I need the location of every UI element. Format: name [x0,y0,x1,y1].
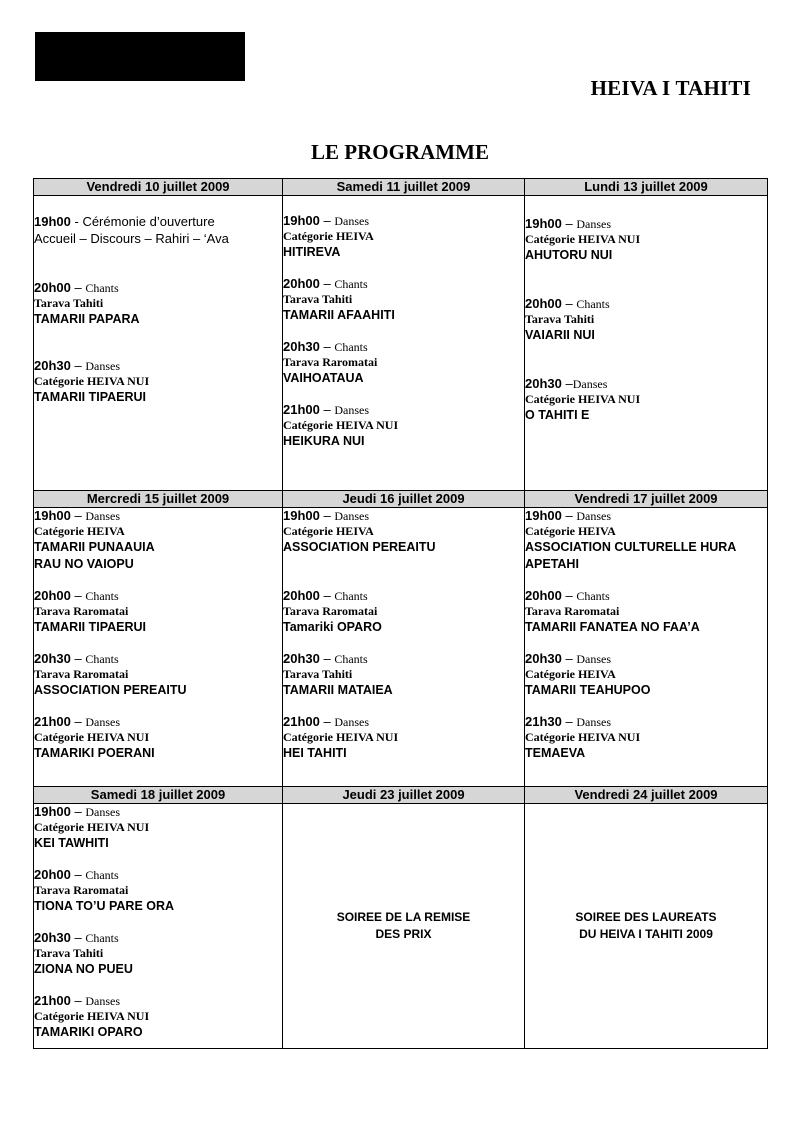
group-name: TEMAEVA [525,746,586,760]
separator: – [561,508,577,523]
separator: – [70,358,86,373]
event-entry [34,508,282,573]
event-type: Danses [334,509,370,523]
event-entry [283,276,524,324]
event-type: Danses [85,359,121,373]
event-category: Tarava Tahiti [34,946,104,960]
group-name-continued: APETAHI [525,557,579,571]
separator: – [561,714,577,729]
event-entry [525,376,767,424]
programme-heading: LE PROGRAMME [311,140,489,164]
event-entry [283,339,524,387]
event-time: 19h00 [34,214,71,229]
separator: – [70,993,86,1008]
event-category: Catégorie HEIVA NUI [283,730,399,744]
event-entry [525,651,767,699]
day-header: Lundi 13 juillet 2009 [525,179,768,196]
day-cell [34,196,283,491]
event-time: 21h00 [283,402,320,417]
event-type: Chants [334,340,368,354]
event-category: Tarava Raromatai [525,604,620,618]
separator: – [561,296,577,311]
event-time: 20h00 [525,296,562,311]
event-entry [34,651,282,699]
event-entry [34,993,282,1041]
schedule-row [34,196,768,491]
separator: – [319,213,335,228]
day-header-row [34,179,768,196]
event-type: Chants [576,589,610,603]
event-entry [525,588,767,636]
event-entry [34,930,282,978]
day-header: Vendredi 24 juillet 2009 [525,787,768,804]
event-time: 20h00 [283,276,320,291]
group-name: TAMARII PAPARA [34,312,140,326]
separator: – [319,339,335,354]
group-name: TAMARII MATAIEA [283,683,393,697]
event-category: Catégorie HEIVA [283,524,374,538]
separator: – [70,651,86,666]
group-name: ASSOCIATION CULTURELLE HURA [525,540,737,554]
day-cell [283,804,525,1049]
event-type: Danses [576,509,612,523]
event-entry [34,213,282,247]
special-event [283,804,524,1048]
group-name: TAMARII TEAHUPOO [525,683,651,697]
event-type: Chants [334,589,368,603]
separator: – [561,376,573,391]
event-category: Catégorie HEIVA NUI [34,820,150,834]
separator: – [319,508,335,523]
event-description: Accueil – Discours – Rahiri – ‘Ava [34,231,229,246]
event-time: 19h00 [283,213,320,228]
event-type: Danses [576,217,612,231]
event-category: Catégorie HEIVA [525,524,616,538]
event-type: Chants [334,652,368,666]
event-entry [525,216,767,264]
day-cell [283,196,525,491]
day-header-row [34,787,768,804]
event-category: Catégorie HEIVA [525,667,616,681]
day-header: Jeudi 23 juillet 2009 [283,787,525,804]
separator: - [70,214,83,229]
event-category: Tarava Raromatai [34,883,129,897]
event-time: 19h00 [34,508,71,523]
separator: – [70,867,86,882]
group-name: ASSOCIATION PEREAITU [34,683,187,697]
event-time: 20h30 [525,376,562,391]
group-name: ASSOCIATION PEREAITU [283,540,436,554]
group-name: VAIARII NUI [525,328,595,342]
event-type: Danses [85,715,121,729]
event-entry [283,651,524,699]
event-category: Tarava Tahiti [283,667,353,681]
redacted-logo-block [35,32,245,81]
event-category: Catégorie HEIVA [34,524,125,538]
day-header: Vendredi 17 juillet 2009 [525,491,768,508]
event-time: 20h30 [525,651,562,666]
event-category: Catégorie HEIVA NUI [34,1009,150,1023]
group-name: ZIONA NO PUEU [34,962,133,976]
day-cell [525,804,768,1049]
event-entry [283,508,524,573]
event-entry [283,213,524,261]
event-entry [34,714,282,762]
event-type: Danses [334,403,370,417]
separator: – [319,276,335,291]
event-time: 19h00 [34,804,71,819]
event-entry [34,588,282,636]
event-entry [525,508,767,573]
special-event-line: DES PRIX [375,927,432,941]
event-time: 20h30 [34,930,71,945]
event-type: Chants [85,931,119,945]
event-category: Tarava Raromatai [283,604,378,618]
schedule-row [34,508,768,787]
event-time: 20h00 [34,280,71,295]
separator: – [70,714,86,729]
separator: – [561,216,577,231]
group-name: TAMARIKI OPARO [34,1025,143,1039]
schedule-row [34,804,768,1049]
event-category: Tarava Raromatai [283,355,378,369]
programme-table [33,178,768,1049]
event-time: 21h30 [525,714,562,729]
event-category: Catégorie HEIVA NUI [283,418,399,432]
group-name: AHUTORU NUI [525,248,613,262]
event-type: Chants [334,277,368,291]
separator: – [70,930,86,945]
event-category: Catégorie HEIVA NUI [525,392,641,406]
event-time: 20h30 [283,339,320,354]
group-name: HEI TAHITI [283,746,347,760]
event-type: Chants [85,281,119,295]
separator: – [70,588,86,603]
event-time: 19h00 [525,216,562,231]
event-category: Tarava Tahiti [525,312,595,326]
event-entry [34,358,282,406]
group-name: TAMARII TIPAERUI [34,390,147,404]
event-time: 20h30 [34,358,71,373]
event-entry [34,280,282,328]
event-time: 20h00 [283,588,320,603]
event-entry [283,714,524,762]
event-type: Chants [85,652,119,666]
separator: – [70,804,86,819]
day-header-row [34,491,768,508]
group-name: TIONA TO’U PARE ORA [34,899,175,913]
event-entry [34,867,282,915]
day-header: Vendredi 10 juillet 2009 [34,179,283,196]
event-description: Cérémonie d’ouverture [82,214,215,229]
special-event-line: SOIREE DES LAUREATS [575,910,717,924]
group-name: HEIKURA NUI [283,434,365,448]
group-name: TAMARII PUNAAUIA [34,540,155,554]
event-category: Catégorie HEIVA NUI [34,730,150,744]
group-name: TAMARII AFAAHITI [283,308,395,322]
event-type: Chants [85,868,119,882]
special-event-line: SOIREE DE LA REMISE [336,910,471,924]
event-time: 20h00 [34,867,71,882]
group-name: TAMARII FANATEA NO FAA’A [525,620,700,634]
group-name-continued [283,556,524,573]
event-time: 21h00 [34,714,71,729]
event-type: Danses [85,994,121,1008]
special-event [525,804,767,1048]
day-cell [34,508,283,787]
event-entry [283,402,524,450]
day-header: Samedi 11 juillet 2009 [283,179,525,196]
event-entry [525,714,767,762]
special-event-line: DU HEIVA I TAHITI 2009 [579,927,713,941]
event-entry [34,804,282,852]
document-title: HEIVA I TAHITI [590,76,751,100]
group-name: KEI TAWHITI [34,836,109,850]
event-type: Danses [576,715,612,729]
event-category: Catégorie HEIVA [283,229,374,243]
day-header: Samedi 18 juillet 2009 [34,787,283,804]
event-type: Chants [576,297,610,311]
separator: – [561,651,577,666]
event-category: Catégorie HEIVA NUI [34,374,150,388]
event-time: 21h00 [34,993,71,1008]
day-cell [525,508,768,787]
event-time: 19h00 [283,508,320,523]
group-name: O TAHITI E [525,408,590,422]
separator: – [561,588,577,603]
day-header: Mercredi 15 juillet 2009 [34,491,283,508]
group-name: HITIREVA [283,245,341,259]
event-type: Chants [85,589,119,603]
day-cell [283,508,525,787]
separator: – [70,508,86,523]
event-category: Tarava Tahiti [283,292,353,306]
event-type: Danses [334,214,370,228]
event-time: 20h00 [525,588,562,603]
day-header: Jeudi 16 juillet 2009 [283,491,525,508]
separator: – [319,714,335,729]
separator: – [319,402,335,417]
event-category: Tarava Raromatai [34,604,129,618]
group-name: VAIHOATAUA [283,371,364,385]
event-type: Danses [85,509,121,523]
event-type: Danses [334,715,370,729]
event-time: 20h00 [34,588,71,603]
event-entry [283,588,524,636]
separator: – [319,588,335,603]
group-name-continued: RAU NO VAIOPU [34,557,134,571]
event-category: Tarava Tahiti [34,296,104,310]
group-name: Tamariki OPARO [283,620,382,634]
event-type: Danses [572,377,608,391]
event-time: 20h30 [283,651,320,666]
day-cell [34,804,283,1049]
event-time: 20h30 [34,651,71,666]
event-entry [525,296,767,344]
separator: – [319,651,335,666]
day-cell [525,196,768,491]
separator: – [70,280,86,295]
event-category: Catégorie HEIVA NUI [525,232,641,246]
event-time: 21h00 [283,714,320,729]
event-category: Catégorie HEIVA NUI [525,730,641,744]
event-type: Danses [85,805,121,819]
event-type: Danses [576,652,612,666]
event-category: Tarava Raromatai [34,667,129,681]
group-name: TAMARIKI POERANI [34,746,155,760]
event-time: 19h00 [525,508,562,523]
group-name: TAMARII TIPAERUI [34,620,147,634]
